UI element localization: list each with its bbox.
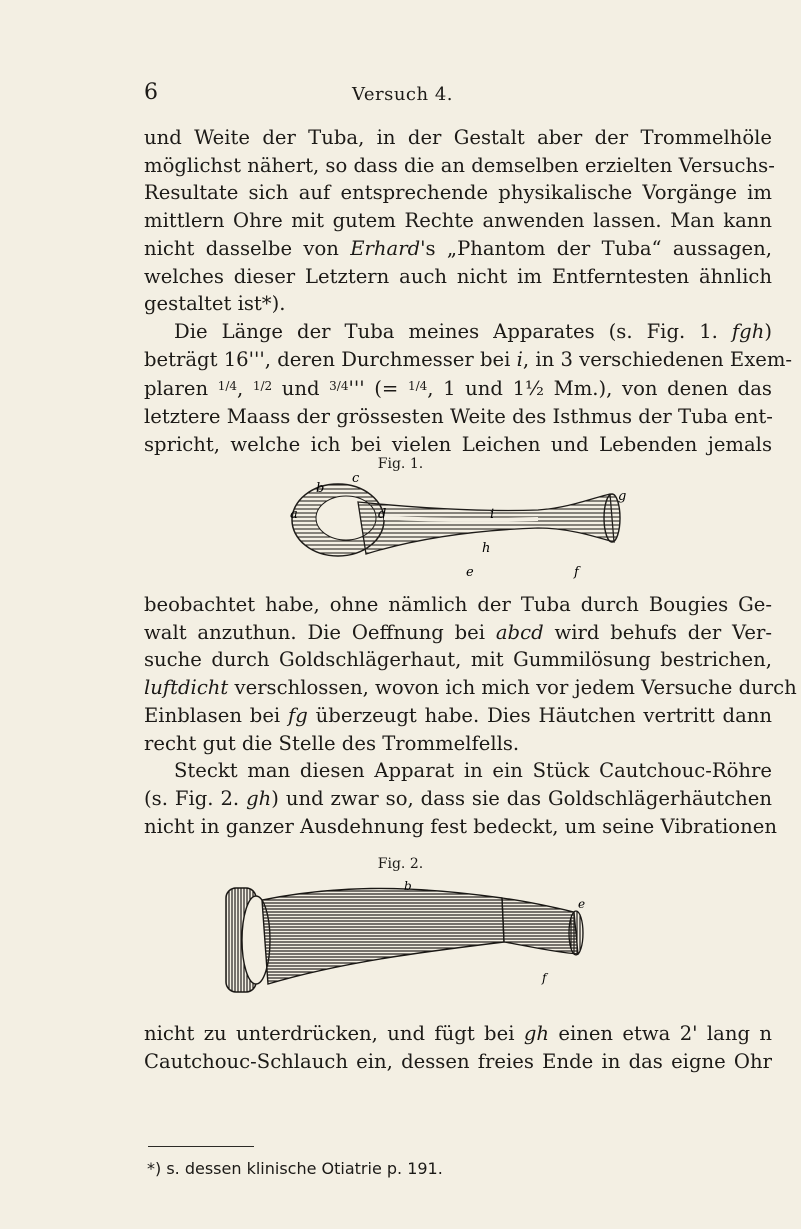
label-c: c [352,472,360,486]
text-line: gestaltet ist*). [144,292,286,316]
text-line: spricht, welche ich bei vielen Leichen und Lebenden jemals [144,432,772,456]
label-i: i [490,507,495,522]
tuba-narrow-part [502,898,578,954]
paragraph-block-1 [144,124,793,458]
footnote-rule [148,1146,254,1147]
fraction: 1/4 [407,379,428,394]
label-e: e [578,897,586,911]
label-a: a [290,507,298,522]
label-h: h [482,541,491,556]
figure-2-caption: Fig. 2. [377,856,424,872]
text-line: beträgt 16''', deren Durchmesser bei i, in 3 verschiedenen Exem- [144,347,793,371]
text-line: suche durch Goldschlägerhaut, mit Gummilösung bestrichen, [144,648,772,672]
figure-1-tuba-drawing [288,472,628,584]
label-b: b [316,481,325,496]
text-line: welches dieser Letztern auch nicht im Entferntesten ähnlich [144,264,772,288]
caoutchouc-tube [262,888,504,984]
text-line: Steckt man diesen Apparat in ein Stück Cautchouc-Röhre [174,759,772,783]
label-b: b [404,879,412,893]
figure-2-apparatus-drawing [222,878,588,998]
author-name: Erhard [350,236,421,260]
paragraph-block-3 [144,1020,772,1075]
text-line: mittlern Ohre mit gutem Rechte anwenden lassen. Man kann [144,209,772,233]
text-line: walt anzuthun. Die Oeffnung bei abcd wird behufs der Ver- [144,620,772,644]
text-line: nicht zu unterdrücken, und fügt bei gh einen etwa 2' lang n [144,1022,773,1045]
running-title: Versuch 4. [352,84,454,105]
text-line: luftdicht verschlossen, wovon ich mich vor jedem Versuche durch [144,676,797,700]
text-line: nicht dasselbe von Erhard's „Phantom der Tuba“ aussagen, [144,236,772,260]
fraction: 3/4 [329,379,349,394]
paragraph-block-2 [144,591,797,840]
figure-1-caption: Fig. 1. [377,456,424,472]
fraction: 1/4 [217,379,237,394]
label-e: e [466,565,474,580]
page-number: 6 [144,80,158,105]
text-line: beobachtet habe, ohne nämlich der Tuba durch Bougies Ge- [144,593,772,616]
text-line: Einblasen bei fg überzeugt habe. Dies Häutchen vertritt dann [144,703,773,727]
text-line: Resultate sich auf entsprechende physikalische Vorgänge im [144,181,772,205]
text-line: letztere Maass der grössesten Weite des Isthmus der Tuba ent- [144,405,773,429]
text-line: plaren $^{1/4}$, $^{1/2}$ und $^{3/4}$''' (= $^{1/4}$, 1 und 1½ Mm.), von denen das [144,377,772,401]
label-g: g [618,489,627,504]
label-f: f [574,565,579,580]
fraction: 1/2 [252,379,273,394]
text-line: Cautchouc-Schlauch ein, dessen freies Ende in das eigne Ohr [144,1049,772,1073]
text-line: recht gut die Stelle des Trommelfells. [144,731,520,755]
label-d: d [378,507,387,522]
text-line: (s. Fig. 2. gh) und zwar so, dass sie das Goldschlägerhäutchen [144,786,772,810]
label-f: f [542,971,547,985]
tuba-end [569,911,583,955]
text-line: und Weite der Tuba, in der Gestalt aber der Trommelhöle [144,126,772,149]
text-line: Die Länge der Tuba meines Apparates (s. Fig. 1. fgh) [174,319,772,343]
text-line: möglichst nähert, so dass die an demselben erzielten Versuchs- [144,153,775,177]
text-line: nicht in ganzer Ausdehnung fest bedeckt, um seine Vibrationen [144,814,777,838]
footnote: *) s. dessen klinische Otiatrie p. 191. [147,1159,443,1178]
